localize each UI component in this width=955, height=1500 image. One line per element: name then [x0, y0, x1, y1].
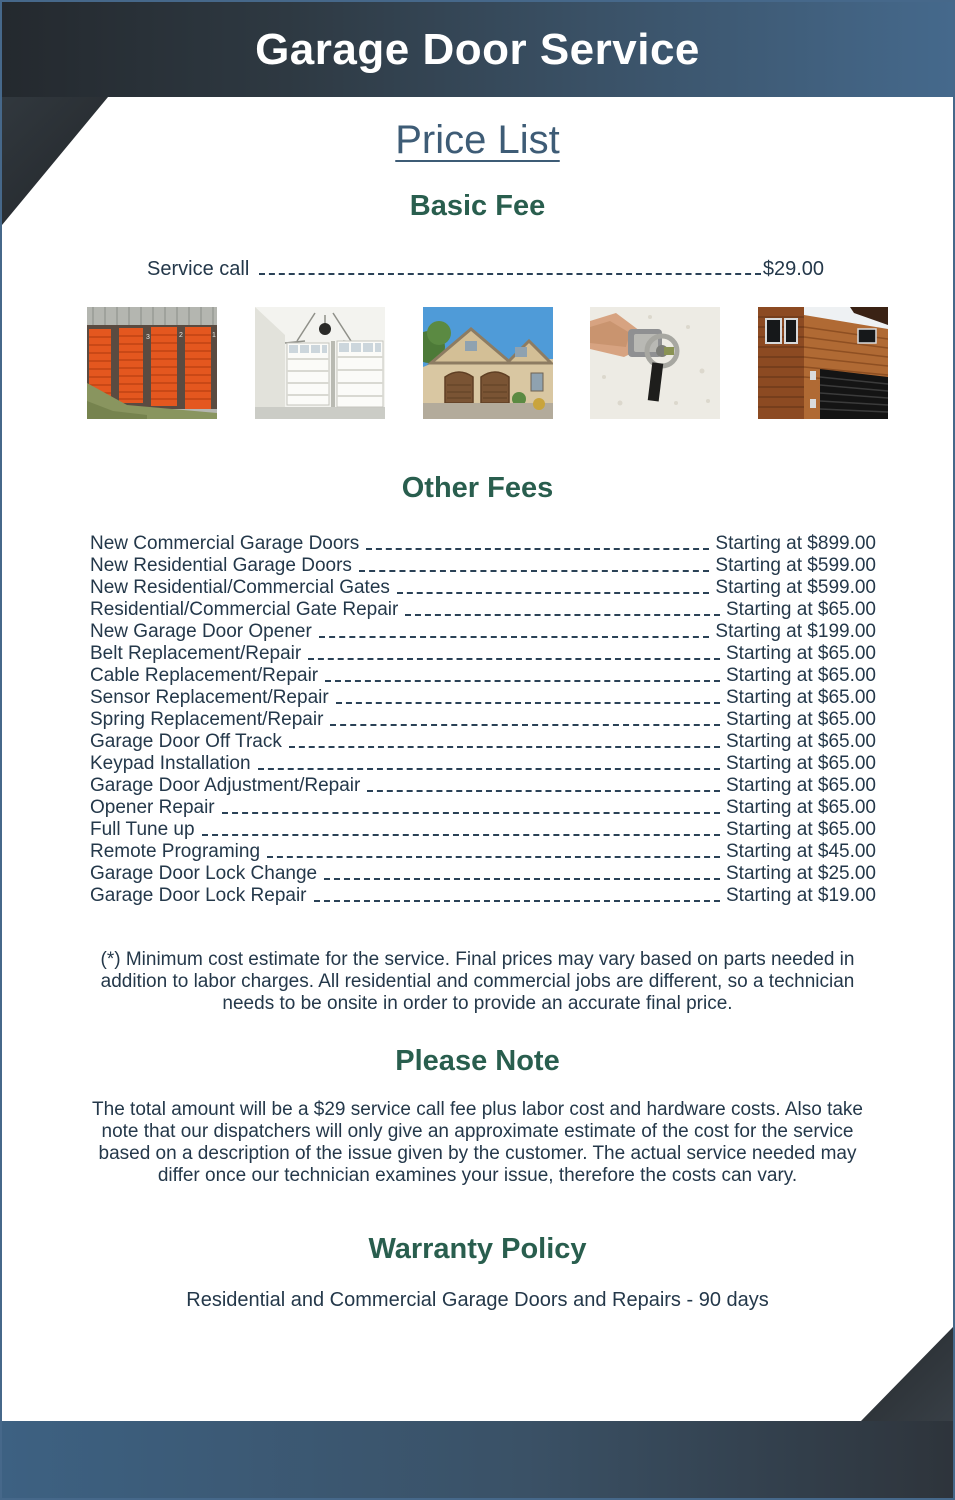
page-title: Price List: [395, 118, 560, 162]
fee-label: New Commercial Garage Doors: [90, 533, 360, 554]
dash-leader: [319, 636, 710, 638]
fee-price: Starting at $19.00: [726, 885, 876, 906]
fee-row: [90, 555, 876, 577]
fee-row: [90, 709, 876, 731]
please-note-heading: Please Note: [395, 1045, 560, 1077]
fee-row: [90, 643, 876, 665]
fee-price: Starting at $65.00: [726, 687, 876, 708]
fee-price: Starting at $599.00: [715, 577, 876, 598]
fee-row: [90, 797, 876, 819]
fee-row: [90, 665, 876, 687]
please-note-text: The total amount will be a $29 service call fee plus labor cost and hardware costs. Also take note that our dispatchers will only give an approximate estimate of the cost for the service based on a description of the issue given by the customer. The actual service needed may differ once our technician examines your issue, therefore the costs can vary.: [92, 1099, 863, 1186]
fee-row: [90, 731, 876, 753]
fee-row: [90, 533, 876, 555]
fee-label: Remote Programing: [90, 841, 261, 862]
dash-leader: [258, 768, 720, 770]
modern-wood-garage-photo: [758, 307, 888, 419]
fee-price: Starting at $599.00: [715, 555, 876, 576]
fee-label: Belt Replacement/Repair: [90, 643, 302, 664]
fee-row: [90, 863, 876, 885]
dash-leader: [397, 592, 710, 594]
fee-row: [90, 819, 876, 841]
fee-price: Starting at $65.00: [726, 797, 876, 818]
other-fees-heading: Other Fees: [401, 472, 554, 504]
dash-leader: [289, 746, 720, 748]
fee-price: Starting at $65.00: [726, 599, 876, 620]
dash-leader: [324, 878, 720, 880]
svg-text:1: 1: [212, 332, 216, 339]
fee-row: [90, 753, 876, 775]
fee-row: [90, 775, 876, 797]
fee-label: Garage Door Lock Change: [90, 863, 318, 884]
fee-price: Starting at $65.00: [726, 665, 876, 686]
fee-label: Full Tune up: [90, 819, 195, 840]
dash-leader: [259, 273, 761, 275]
dash-leader: [202, 834, 720, 836]
dash-leader: [367, 790, 720, 792]
fee-price: Starting at $65.00: [726, 731, 876, 752]
svg-text:2: 2: [179, 332, 183, 339]
photo-strip: [87, 307, 888, 419]
header-banner: [2, 2, 953, 97]
fee-price: Starting at $65.00: [726, 753, 876, 774]
other-fees-list: [90, 533, 876, 907]
fee-label: Garage Door Adjustment/Repair: [90, 775, 361, 796]
dash-leader: [314, 900, 721, 902]
fee-label: Spring Replacement/Repair: [90, 709, 324, 730]
fee-label: New Residential Garage Doors: [90, 555, 352, 576]
dash-leader: [336, 702, 720, 704]
fee-price: Starting at $25.00: [726, 863, 876, 884]
orange-storage-doors-photo: [87, 307, 217, 419]
fee-price: Starting at $45.00: [726, 841, 876, 862]
dash-leader: [330, 724, 720, 726]
fee-row: [90, 841, 876, 863]
fee-row: [90, 885, 876, 907]
page-header-title: Garage Door Service: [255, 24, 700, 74]
dash-leader: [308, 658, 720, 660]
fee-row: [90, 621, 876, 643]
disclaimer-text: (*) Minimum cost estimate for the service. Final prices may vary based on parts needed in addition to labor charges. All residential and commercial jobs are different, so a technician needs to be onsite in order to provide an accurate final price.: [100, 949, 855, 1014]
service-call-label: Service call: [147, 258, 250, 280]
fee-label: Sensor Replacement/Repair: [90, 687, 329, 708]
fee-price: Starting at $65.00: [726, 819, 876, 840]
basic-fee-heading: Basic Fee: [409, 190, 546, 222]
fee-row: [90, 577, 876, 599]
warranty-text: Residential and Commercial Garage Doors and Repairs - 90 days: [186, 1289, 769, 1311]
fee-label: Garage Door Off Track: [90, 731, 282, 752]
fee-price: Starting at $199.00: [715, 621, 876, 642]
fee-label: New Garage Door Opener: [90, 621, 312, 642]
fee-price: Starting at $65.00: [726, 643, 876, 664]
decorative-corner-wedge-bottom-right: [861, 1327, 953, 1421]
fee-price: Starting at $899.00: [715, 533, 876, 554]
service-call-price: $29.00: [762, 258, 824, 280]
keypad-installation-photo: [590, 307, 720, 419]
fee-label: Keypad Installation: [90, 753, 251, 774]
fee-label: Cable Replacement/Repair: [90, 665, 319, 686]
fee-row: [90, 687, 876, 709]
dash-leader: [405, 614, 720, 616]
house-double-garage-photo: [423, 307, 553, 419]
fee-label: Opener Repair: [90, 797, 215, 818]
dash-leader: [366, 548, 709, 550]
dash-leader: [359, 570, 710, 572]
service-call-row: [147, 257, 824, 281]
fee-label: New Residential/Commercial Gates: [90, 577, 390, 598]
fee-label: Residential/Commercial Gate Repair: [90, 599, 399, 620]
svg-text:3: 3: [146, 334, 150, 341]
fee-label: Garage Door Lock Repair: [90, 885, 307, 906]
dash-leader: [267, 856, 720, 858]
fee-price: Starting at $65.00: [726, 775, 876, 796]
fee-price: Starting at $65.00: [726, 709, 876, 730]
garage-interior-opener-photo: [255, 307, 385, 419]
dash-leader: [222, 812, 720, 814]
footer-band: [2, 1421, 953, 1498]
fee-row: [90, 599, 876, 621]
warranty-heading: Warranty Policy: [368, 1233, 587, 1265]
dash-leader: [325, 680, 720, 682]
